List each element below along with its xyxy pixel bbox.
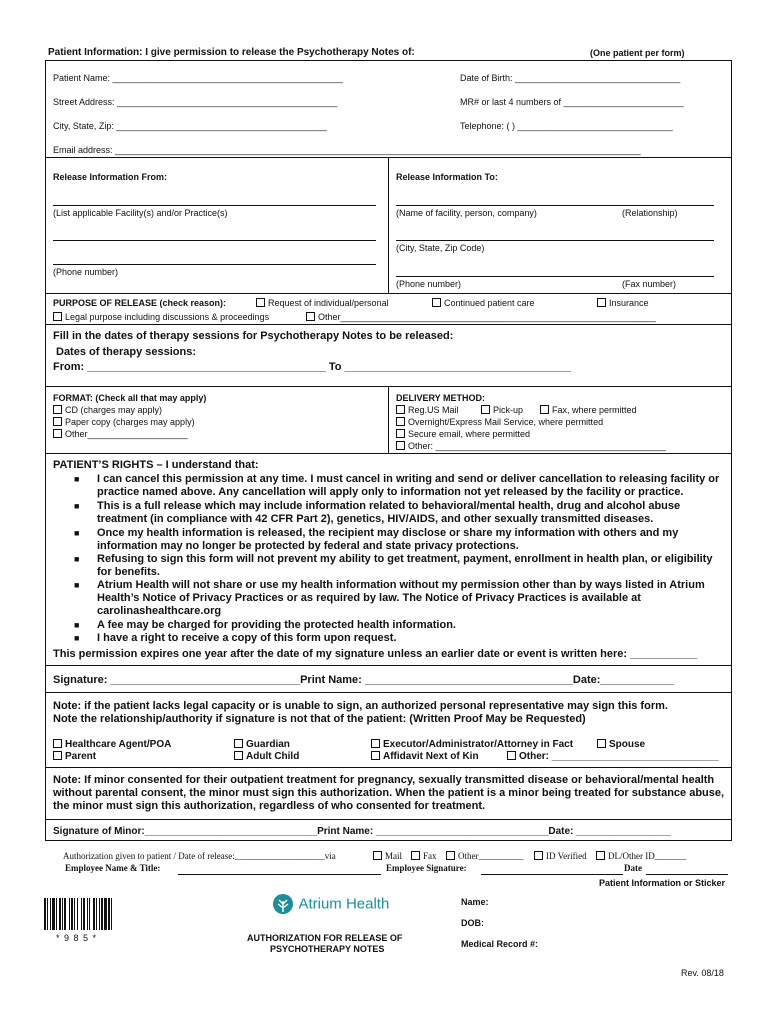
checkbox[interactable]: [597, 298, 606, 307]
bullet-icon: ■: [74, 620, 80, 630]
checkbox[interactable]: [596, 851, 605, 860]
dates-heading: Fill in the dates of therapy sessions for Psychotherapy Notes to be released:: [53, 330, 454, 342]
relationship-label: (Relationship): [622, 208, 678, 218]
delivery-secure-email-option[interactable]: Secure email, where permitted: [396, 429, 530, 439]
rights-item-privacy: ■ Atrium Health will not share or use my health information without my permission other than by ways listed in Atrium Health’s Notice of Privacy Practices or as required by law. The Notice of Privacy Practices is available at carolinashealthcare.org: [74, 579, 705, 617]
to-name-label: (Name of facility, person, company): [396, 208, 537, 218]
guardian-option[interactable]: Guardian: [234, 739, 290, 750]
delivery-fax-option[interactable]: Fax, where permitted: [540, 405, 637, 415]
checkbox[interactable]: [53, 417, 62, 426]
relationship-note: Note the relationship/authority if signature is not that of the patient: (Written Proof May be Requested): [53, 713, 586, 725]
rights-heading: PATIENT’S RIGHTS – I understand that:: [53, 459, 259, 471]
purpose-insurance-option[interactable]: Insurance: [597, 298, 649, 308]
representative-note: Note: if the patient lacks legal capacity or is unable to sign, an authorized personal representative may sign this form.: [53, 700, 668, 712]
rights-item-full-release: ■ This is a full release which may include information related to behavioral/mental health, drug and alcohol abuse treatment (in compliance with 42 CFR Part 2), genetics, HIV/AIDS, and other sexually transmitted diseases.: [74, 500, 681, 525]
bullet-icon: ■: [74, 633, 80, 643]
from-address-line[interactable]: [53, 240, 376, 241]
checkbox[interactable]: [432, 298, 441, 307]
purpose-legal-option[interactable]: Legal purpose including discussions & proceedings: [53, 312, 269, 322]
bullet-icon: ■: [74, 554, 80, 564]
employee-signature-line[interactable]: [481, 874, 623, 875]
email-field[interactable]: Email address: _________________________________________________________________________________________________________: [53, 145, 641, 155]
facility-label: (List applicable Facility(s) and/or Practice(s): [53, 208, 228, 218]
checkbox[interactable]: [481, 405, 490, 414]
to-city-label: (City, State, Zip Code): [396, 243, 485, 253]
delivery-overnight-option[interactable]: Overnight/Express Mail Service, where permitted: [396, 417, 603, 427]
checkbox[interactable]: [597, 739, 606, 748]
checkbox[interactable]: [53, 312, 62, 321]
barcode-text: * 9 8 5 *: [56, 933, 98, 943]
rights-item-fee: ■ A fee may be charged for providing the protected health information.: [74, 619, 456, 631]
signature-top-line: [45, 665, 732, 666]
from-address-line-2[interactable]: [53, 264, 376, 265]
checkbox[interactable]: [53, 405, 62, 414]
frame-left-line: [45, 60, 46, 840]
delivery-mail-option[interactable]: Reg.US Mail: [396, 405, 459, 415]
sticker-mrn-label: Medical Record #:: [461, 939, 539, 949]
checkbox[interactable]: [507, 751, 516, 760]
rights-top-line: [45, 453, 732, 454]
dates-from-to-field[interactable]: From: _______________________________________ To _____________________________________: [53, 361, 571, 373]
relationship-other-option[interactable]: Other: ______________________________: [507, 751, 719, 762]
dob-field[interactable]: Date of Birth: _________________________________: [460, 73, 681, 83]
minor-top-line: [45, 767, 732, 768]
bullet-icon: ■: [74, 580, 80, 590]
patient-name-field[interactable]: Patient Name: ______________________________________________: [53, 73, 343, 83]
checkbox[interactable]: [53, 751, 62, 760]
checkbox[interactable]: [234, 739, 243, 748]
purpose-personal-option[interactable]: Request of individual/personal: [256, 298, 389, 308]
checkbox[interactable]: [53, 739, 62, 748]
checkbox[interactable]: [396, 441, 405, 450]
checkbox[interactable]: [306, 312, 315, 321]
checkbox[interactable]: [53, 429, 62, 438]
from-facility-line[interactable]: [53, 205, 376, 206]
checkbox[interactable]: [396, 405, 405, 414]
barcode-image: [42, 898, 162, 932]
checkbox[interactable]: [540, 405, 549, 414]
dates-top-line: [45, 324, 732, 325]
rights-item-refusal: ■ Refusing to sign this form will not prevent my ability to get treatment, payment, enrollment in health plan, or eligibility for benefits.: [74, 553, 713, 578]
frame-right-line: [731, 60, 732, 840]
form-name-line-2: PSYCHOTHERAPY NOTES: [270, 944, 385, 954]
dates-subheading: Dates of therapy sessions:: [56, 346, 196, 358]
checkbox[interactable]: [534, 851, 543, 860]
from-phone-label: (Phone number): [53, 267, 119, 277]
minor-sig-top-line: [45, 819, 732, 820]
bullet-icon: ■: [74, 528, 80, 538]
revision-label: Rev. 08/18: [681, 968, 724, 978]
note-top-line: [45, 692, 732, 693]
employee-date-label: Date: [624, 863, 642, 873]
rights-item-disclosure: ■ Once my health information is released, the recipient may disclose or share my information with others and my information may no longer be protected by federal and state privacy protections.: [74, 527, 679, 552]
checkbox[interactable]: [396, 429, 405, 438]
city-state-zip-field[interactable]: City, State, Zip: __________________________________________: [53, 121, 327, 131]
checkbox[interactable]: [373, 851, 382, 860]
frame-bottom-line: [45, 840, 732, 841]
release-from-heading: Release Information From:: [53, 172, 168, 182]
via-mail-option[interactable]: Mail: [373, 851, 402, 861]
to-phone-label: (Phone number): [396, 279, 462, 289]
id-verified-option[interactable]: ID Verified: [534, 851, 587, 861]
bullet-icon: ■: [74, 474, 80, 484]
delivery-other-option[interactable]: Other: ______________________________________________: [396, 441, 666, 451]
minor-signature-field[interactable]: Signature of Minor:_______________________________Print Name: _______________________________Date: _________________: [53, 826, 671, 837]
rights-item-copy: ■ I have a right to receive a copy of this form upon request.: [74, 632, 397, 644]
telephone-field[interactable]: Telephone: ( ) _______________________________: [460, 121, 673, 131]
rights-item-cancel: ■ I can cancel this permission at any time. I must cancel in writing and send or deliver cancellation to releasing facility or practice named above. Any cancellation will apply only to information not yet released by the facility or practice.: [74, 473, 720, 498]
auth-given-label: Authorization given to patient / Date of release:: [63, 851, 235, 861]
bullet-icon: ■: [74, 501, 80, 511]
minor-note: Note: If minor consented for their outpatient treatment for pregnancy, sexually transmitted disease or behavioral/mental health without parental consent, the minor must sign this authorization. When the patient is a minor being treated for substance abuse, the minor must sign this authorization, regardless of who consented for treatment.: [53, 774, 725, 812]
via-label: via: [324, 851, 336, 861]
logo-text: Atrium Health: [298, 895, 390, 913]
street-address-field[interactable]: Street Address: ____________________________________________: [53, 97, 338, 107]
atrium-tree-icon: [272, 892, 294, 916]
expiration-statement[interactable]: This permission expires one year after the date of my signature unless an earlier date or event is written here: ___________: [53, 648, 698, 660]
healthcare-agent-option[interactable]: Healthcare Agent/POA: [53, 739, 171, 750]
purpose-top-line: [45, 293, 732, 294]
employee-signature-label: Employee Signature:: [386, 863, 467, 873]
authorization-given-field[interactable]: [63, 851, 336, 861]
employee-name-label: Employee Name & Title:: [65, 863, 161, 873]
sticker-dob-label: DOB:: [461, 918, 484, 928]
format-heading: FORMAT: (Check all that may apply): [53, 393, 207, 403]
mr-number-field[interactable]: MR# or last 4 numbers of ________________________: [460, 97, 684, 107]
checkbox[interactable]: [446, 851, 455, 860]
sticker-label: Patient Information or Sticker: [599, 878, 726, 888]
to-city-line[interactable]: [396, 240, 714, 241]
form-title: Patient Information: I give permission to release the Psychotherapy Notes of:: [48, 47, 415, 58]
checkbox[interactable]: [411, 851, 420, 860]
checkbox[interactable]: [396, 417, 405, 426]
format-divider: [388, 386, 389, 453]
auth-given-blank[interactable]: ____________________: [234, 851, 325, 861]
purpose-continued-care-option[interactable]: Continued patient care: [432, 298, 535, 308]
atrium-health-logo: [272, 892, 389, 916]
via-fax-option[interactable]: Fax: [411, 851, 437, 861]
form-name-line-1: AUTHORIZATION FOR RELEASE OF: [247, 933, 403, 943]
delivery-heading: DELIVERY METHOD:: [396, 393, 486, 403]
employee-date-line[interactable]: [646, 874, 728, 875]
to-phone-line[interactable]: [396, 276, 714, 277]
frame-top-line: [45, 60, 732, 61]
dl-other-id-option[interactable]: DL/Other ID_______: [596, 851, 686, 861]
purpose-other-option[interactable]: Other_______________________________________________________________: [306, 312, 656, 322]
format-paper-option[interactable]: Paper copy (charges may apply): [53, 417, 195, 427]
one-patient-note: (One patient per form): [590, 48, 685, 58]
sticker-name-label: Name:: [461, 897, 489, 907]
checkbox[interactable]: [371, 739, 380, 748]
checkbox[interactable]: [234, 751, 243, 760]
spouse-option[interactable]: Spouse: [597, 739, 645, 750]
format-other-option[interactable]: Other____________________: [53, 429, 188, 439]
to-name-line[interactable]: [396, 205, 714, 206]
adult-child-option[interactable]: Adult Child: [234, 751, 299, 762]
affidavit-option[interactable]: Affidavit Next of Kin: [371, 751, 479, 762]
fax-label: (Fax number): [622, 279, 677, 289]
release-to-heading: Release Information To:: [396, 172, 498, 182]
employee-name-line[interactable]: [178, 874, 381, 875]
release-divider: [388, 157, 389, 294]
format-cd-option[interactable]: CD (charges may apply): [53, 405, 162, 415]
delivery-pickup-option[interactable]: Pick-up: [481, 405, 523, 415]
purpose-label: PURPOSE OF RELEASE (check reason):: [53, 298, 227, 308]
checkbox[interactable]: [371, 751, 380, 760]
via-other-option[interactable]: Other__________: [446, 851, 524, 861]
executor-option[interactable]: Executor/Administrator/Attorney in Fact: [371, 739, 573, 750]
parent-option[interactable]: Parent: [53, 751, 96, 762]
checkbox[interactable]: [256, 298, 265, 307]
signature-field[interactable]: Signature: _______________________________Print Name: __________________________________Date:____________: [53, 674, 674, 686]
